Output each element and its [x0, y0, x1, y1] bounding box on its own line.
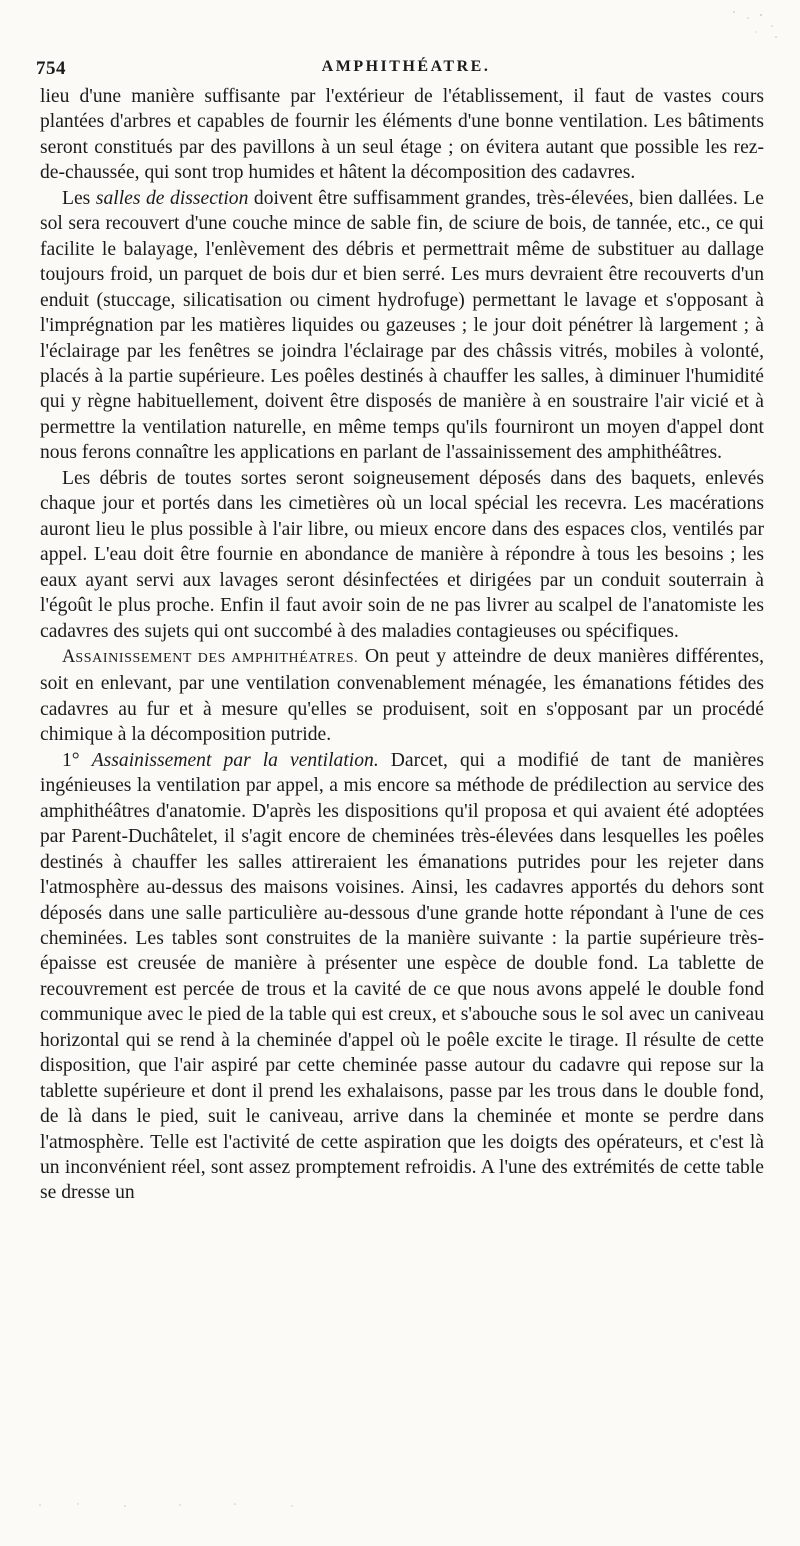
italic-term: salles de dissection [95, 187, 249, 209]
paragraph-continuation: lieu d'une manière suffisante par l'extérieur de l'établissement, il faut de vastes cours plantées d'arbres et capables de fournir les éléments d'une bonne ventilation. Les bâtiments seront constitués par des pavillons à un seul étage ; on évitera autant que possible les rez-de-chaussée, qui sont trop humides et hâtent la décomposition des cadavres. [40, 86, 764, 184]
body-text [40, 84, 764, 1206]
page-number: 754 [36, 58, 66, 79]
italic-subheading: Assainissement par la ventilation. [91, 749, 379, 771]
section-heading: ASSAINISSEMENT DES AMPHITHÉATRES. [62, 646, 359, 667]
paragraph-sanitation: ASSAINISSEMENT DES AMPHITHÉATRES. On peut y atteindre de deux manières différentes, soit en enlevant, par une ventilation convenablement ménagée, les émanations fétides des cadavres au fur et à mesure qu'elles se produisent, soit en s'opposant par un procédé chimique à la décomposition putride. [40, 645, 764, 746]
margin-speckle [726, 6, 782, 44]
running-head: AMPHITHÉATRE. [321, 58, 491, 75]
paragraph-ventilation: 1° Assainissement par la ventilation. Darcet, qui a modifié de tant de manières ingénieuses la ventilation par appel, a mis encore sa méthode de prédilection au service des amphithéâtres d'anatomie. D'après les dispositions qu'il proposa et qui avaient été adoptées par Parent-Duchâtelet, il s'agit encore de cheminées très-élevées dans lesquelles les poêles destinés à chauffer les salles attireraient les émanations putrides pour les rejeter dans l'atmosphère au-dessus des maisons voisines. Ainsi, les cadavres apportés du dehors sont déposés dans une salle particulière au-dessous d'une grande hotte répondant à l'une de ces cheminées. Les tables sont construites de la manière suivante : la partie supérieure très-épaisse est creusée de manière à présenter une espèce de double fond. La tablette de recouvrement est percée de trous et la cavité de ce que nous avons appelé le double fond communique avec le pied de la table qui est creux, et s'abouche sous le sol avec un caniveau horizontal qui se rend à la cheminée d'appel où le poêle excite le tirage. Il résulte de cette disposition, que l'air aspiré par cette cheminée passe autour du cadavre qui repose sur la tablette supérieure et dont il prend les exhalaisons, passe par les trous dans le double fond, de là dans le pied, suit le caniveau, arrive dans la cheminée et monte se perdre dans l'atmosphère. Telle est l'activité de cette aspiration que les doigts des opérateurs, et c'est là un inconvénient réel, sont assez promptement refroidis. A l'une des extrémités de cette table se dresse un [40, 749, 765, 1204]
bottom-speckle [30, 1498, 330, 1510]
page-header [36, 58, 776, 82]
paragraph-debris: Les débris de toutes sortes seront soigneusement déposés dans des baquets, enlevés chaque jour et portés dans les cimetières où un local spécial les recevra. Les macérations auront lieu le plus possible à l'air libre, ou mieux encore dans des espaces clos, ventilés par appel. L'eau doit être fournie en abondance de manière à répondre à tous les besoins ; les eaux ayant servi aux lavages seront désinfectées et dirigées par un conduit souterrain à l'égoût le plus proche. Enfin il faut avoir soin de ne pas livrer au scalpel de l'anatomiste les cadavres des sujets qui ont succombé à des maladies contagieuses ou spécifiques. [40, 467, 764, 642]
paragraph-dissection-rooms: Les salles de dissection doivent être suffisamment grandes, très-élevées, bien dallées. Le sol sera recouvert d'une couche mince de sable fin, de sciure de bois, de tannée, etc., ce qui facilite le balayage, l'enlèvement des débris et permettrait même de substituer au dallage toujours froid, un parquet de bois dur et bien serré. Les murs devraient être recouverts d'un enduit (stuccage, silicatisation ou ciment hydrofuge) permettant le lavage et s'opposant à l'imprégnation par les matières liquides ou gazeuses ; le jour doit pénétrer là largement ; à l'éclairage par les fenêtres se joindra l'éclairage par des châssis vitrés, mobiles à volonté, placés à la partie supérieure. Les poêles destinés à chauffer les salles, à diminuer l'humidité qui y règne habituellement, doivent être disposés de manière à en soustraire l'air vicié et à permettre la ventilation naturelle, en même temps qu'ils fourniront un moyen d'appel dont nous ferons connaître les applications en parlant de l'assainissement des amphithéâtres. [40, 187, 764, 464]
